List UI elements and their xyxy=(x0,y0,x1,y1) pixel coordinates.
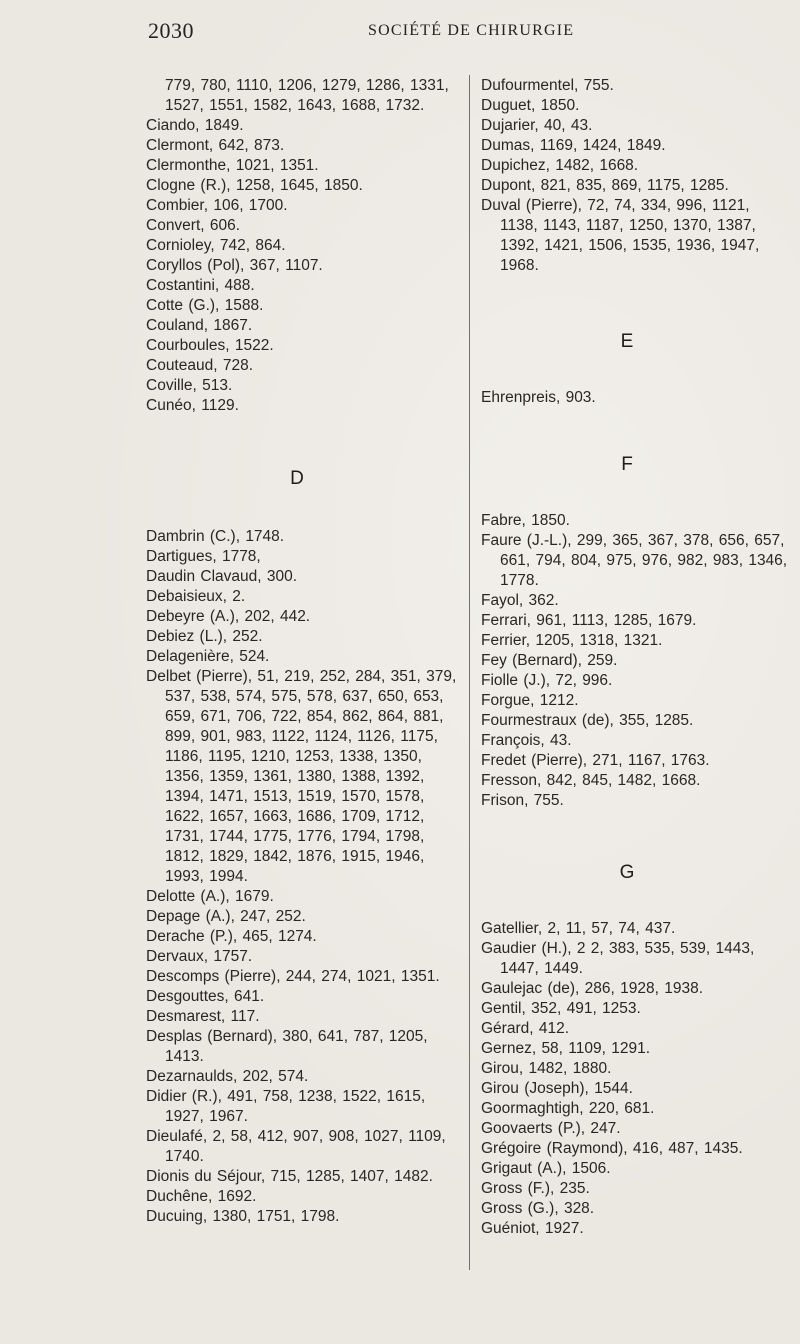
index-entry: Grigaut (A.), 1506. xyxy=(481,1160,611,1177)
index-entry: Fiolle (J.), 72, 996. xyxy=(481,672,613,689)
index-entry: Fayol, 362. xyxy=(481,592,559,609)
index-entry: Didier (R.), 491, 758, 1238, 1522, 1615, 1927, 1967. xyxy=(146,1088,426,1125)
index-entry: Desgouttes, 641. xyxy=(146,988,265,1005)
page-number: 2030 xyxy=(148,18,194,43)
index-entry: Forgue, 1212. xyxy=(481,692,579,709)
index-entry: Delotte (A.), 1679. xyxy=(146,888,274,905)
index-entry: Cotte (G.), 1588. xyxy=(146,297,264,314)
index-entry: Dartigues, 1778, xyxy=(146,548,261,565)
index-entry: Courboules, 1522. xyxy=(146,337,274,354)
index-entry: Fresson, 842, 845, 1482, 1668. xyxy=(481,772,701,789)
index-entry: Desmarest, 117. xyxy=(146,1008,260,1025)
index-entry: Debaisieux, 2. xyxy=(146,588,246,605)
index-entry: Desplas (Bernard), 380, 641, 787, 1205, 1413. xyxy=(146,1028,428,1065)
index-entry: Dieulafé, 2, 58, 412, 907, 908, 1027, 1109, 1740. xyxy=(146,1128,446,1165)
right-column xyxy=(481,76,791,1239)
index-entry: Duguet, 1850. xyxy=(481,97,580,114)
index-entry: Gatellier, 2, 11, 57, 74, 437. xyxy=(481,920,676,937)
index-entry: Gérard, 412. xyxy=(481,1020,570,1037)
index-entry: Dambrin (C.), 1748. xyxy=(146,528,285,545)
index-entry: Couland, 1867. xyxy=(146,317,253,334)
index-entry: Dumas, 1169, 1424, 1849. xyxy=(481,137,666,154)
running-title: SOCIÉTÉ DE CHIRURGIE xyxy=(368,22,575,39)
index-entry: Coville, 513. xyxy=(146,377,233,394)
index-entry: Fredet (Pierre), 271, 1167, 1763. xyxy=(481,752,710,769)
index-entry: Cunéo, 1129. xyxy=(146,397,239,414)
index-entry: Grégoire (Raymond), 416, 487, 1435. xyxy=(481,1140,743,1157)
index-entry: Guéniot, 1927. xyxy=(481,1220,584,1237)
index-entry: Fabre, 1850. xyxy=(481,512,570,529)
index-entry: Ducuing, 1380, 1751, 1798. xyxy=(146,1208,340,1225)
index-entry: Costantini, 488. xyxy=(146,277,255,294)
index-entry: Gross (G.), 328. xyxy=(481,1200,595,1217)
index-entry: Daudin Clavaud, 300. xyxy=(146,568,298,585)
index-entry: Clermonthe, 1021, 1351. xyxy=(146,157,319,174)
section-letter-f: F xyxy=(621,454,633,475)
index-entry: Couteaud, 728. xyxy=(146,357,254,374)
index-entry: Dupont, 821, 835, 869, 1175, 1285. xyxy=(481,177,729,194)
index-entry: Dujarier, 40, 43. xyxy=(481,117,593,134)
index-entry: Cornioley, 742, 864. xyxy=(146,237,286,254)
index-entry: Debiez (L.), 252. xyxy=(146,628,263,645)
page-header xyxy=(0,18,800,48)
index-entry: Frison, 755. xyxy=(481,792,564,809)
index-entry: Dervaux, 1757. xyxy=(146,948,253,965)
index-entry: Duchêne, 1692. xyxy=(146,1188,257,1205)
index-entry: Ferrari, 961, 1113, 1285, 1679. xyxy=(481,612,697,629)
index-entry: Clogne (R.), 1258, 1645, 1850. xyxy=(146,177,363,194)
index-entry: Ehrenpreis, 903. xyxy=(481,389,596,406)
index-entry: Derache (P.), 465, 1274. xyxy=(146,928,317,945)
index-entry: Girou (Joseph), 1544. xyxy=(481,1080,633,1097)
index-entry: François, 43. xyxy=(481,732,572,749)
index-entry: Gaulejac (de), 286, 1928, 1938. xyxy=(481,980,704,997)
section-letter-d: D xyxy=(290,468,304,489)
index-entry: Goormaghtigh, 220, 681. xyxy=(481,1100,655,1117)
index-entry: Faure (J.-L.), 299, 365, 367, 378, 656, 657, 661, 794, 804, 975, 976, 982, 983, 1346, 1778. xyxy=(481,532,788,589)
index-entry: Delbet (Pierre), 51, 219, 252, 284, 351, 379, 537, 538, 574, 575, 578, 637, 650, 653, 659, 671, 706, 722, 854, 862, 864, 881, 899, 901, 983, 1122, 1124, 1126, 1175, 1186, 1195, 1210, 1253, 1338, 1350, 1356, 1359, 1361, 1380, 1388, 1392, 1394, 1471, 1513, 1519, 1570, 1578, 1622, 1657, 1663, 1686, 1709, 1712, 1731, 1744, 1775, 1776, 1794, 1798, 1812, 1829, 1842, 1876, 1915, 1946, 1993, 1994. xyxy=(146,668,457,885)
index-entry: Gross (F.), 235. xyxy=(481,1180,590,1197)
index-entry: Dufourmentel, 755. xyxy=(481,77,614,94)
column-divider xyxy=(469,75,470,1270)
index-entry: Fourmestraux (de), 355, 1285. xyxy=(481,712,694,729)
index-entry: Combier, 106, 1700. xyxy=(146,197,288,214)
section-letter-g: G xyxy=(619,862,635,883)
index-entry: Gaudier (H.), 2 2, 383, 535, 539, 1443, 1447, 1449. xyxy=(481,940,755,977)
index-entry: Coryllos (Pol), 367, 1107. xyxy=(146,257,323,274)
index-entry: Debeyre (A.), 202, 442. xyxy=(146,608,311,625)
index-entry: Dupichez, 1482, 1668. xyxy=(481,157,639,174)
index-entry: Convert, 606. xyxy=(146,217,241,234)
index-entry: Ferrier, 1205, 1318, 1321. xyxy=(481,632,663,649)
index-entry: Fey (Bernard), 259. xyxy=(481,652,618,669)
index-entry: Duval (Pierre), 72, 74, 334, 996, 1121, 1138, 1143, 1187, 1250, 1370, 1387, 1392, 1421, 1506, 1535, 1936, 1947, 1968. xyxy=(481,197,760,274)
index-entry: Gernez, 58, 1109, 1291. xyxy=(481,1040,651,1057)
index-entry: Gentil, 352, 491, 1253. xyxy=(481,1000,641,1017)
index-entry: Depage (A.), 247, 252. xyxy=(146,908,306,925)
section-letter-e: E xyxy=(620,331,634,352)
index-entry: Ciando, 1849. xyxy=(146,117,244,134)
index-entry: Dionis du Séjour, 715, 1285, 1407, 1482. xyxy=(146,1168,433,1185)
index-entry: Clermont, 642, 873. xyxy=(146,137,285,154)
index-entry: Goovaerts (P.), 247. xyxy=(481,1120,621,1137)
index-entry-continuation: 779, 780, 1110, 1206, 1279, 1286, 1331, 1527, 1551, 1582, 1643, 1688, 1732. xyxy=(165,77,449,114)
left-column xyxy=(146,76,460,1227)
index-entry: Descomps (Pierre), 244, 274, 1021, 1351. xyxy=(146,968,440,985)
index-entry: Delagenière, 524. xyxy=(146,648,270,665)
index-entry: Dezarnaulds, 202, 574. xyxy=(146,1068,309,1085)
index-entry: Girou, 1482, 1880. xyxy=(481,1060,612,1077)
